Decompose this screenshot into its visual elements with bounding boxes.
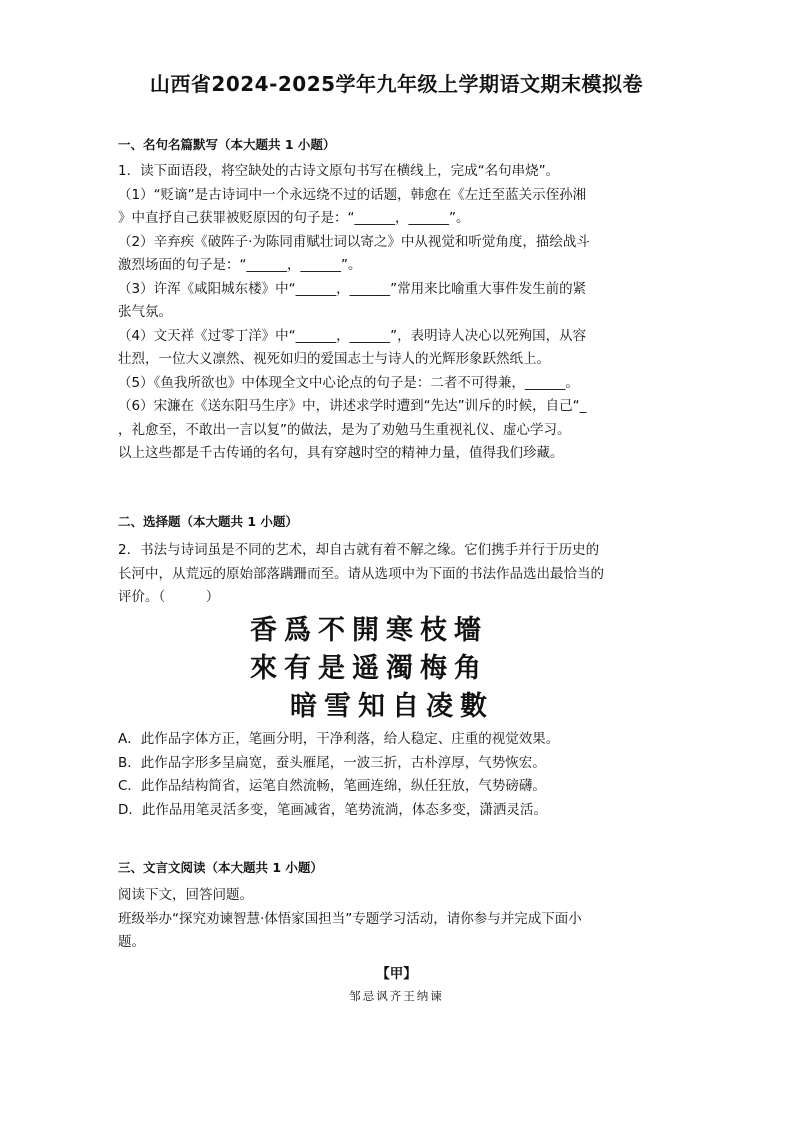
option-b: B．此作品字形多呈扁宽，蚕头雁尾，一波三折，古朴淳厚，气势恢宏。 bbox=[118, 754, 546, 771]
section2-question bbox=[118, 539, 688, 610]
q3-line2: 班级举办“探究劝谏智慧·体悟家国担当”专题学习活动，请你参与并完成下面小 bbox=[118, 910, 582, 927]
section2-heading: 二、选择题（本大题共 1 小题） bbox=[118, 514, 298, 529]
q1-line9: （5）《鱼我所欲也》中体现全文中心论点的句子是：二者不可得兼，______。 bbox=[118, 374, 579, 391]
q3-line3: 题。 bbox=[118, 934, 145, 950]
q1-line3: （2）辛弃疾《破阵子·为陈同甫赋壮词以寄之》中从视觉和听觉角度，描绘战斗 bbox=[118, 233, 590, 250]
section1-heading: 一、名句名篇默写（本大题共 1 小题） bbox=[118, 137, 336, 152]
calligraphy-row-2: 來有是遥濁梅角 bbox=[250, 653, 488, 684]
q2-line1: 2．书法与诗词虽是不同的艺术，却自古就有着不解之缘。它们携手并行于历史的 bbox=[118, 542, 600, 558]
calligraphy-row-1: 香爲不開寒枝墻 bbox=[250, 615, 488, 646]
q1-line8: 壮烈，一位大义凛然、视死如归的爱国志士与诗人的光辉形象跃然纸上。 bbox=[118, 351, 550, 367]
calligraphy-artwork bbox=[250, 612, 550, 726]
q1-line5: （3）许浑《咸阳城东楼》中“______，______”常用来比喻重大事件发生前的紧 bbox=[118, 280, 587, 297]
q1-line2: 》中直抒自己获罪被贬原因的句子是：“______，______”。 bbox=[118, 210, 470, 226]
q1-line6: 张气氛。 bbox=[118, 304, 172, 320]
q1-line10: （6）宋濂在《送东阳马生序》中，讲述求学时遭到“先达”训斥的时候，自己“_ bbox=[118, 398, 587, 414]
calligraphy-row-3: 暗雪知自凌數 bbox=[290, 691, 494, 722]
section1-body bbox=[118, 160, 688, 466]
passage-label-jia: 【甲】 bbox=[376, 966, 417, 982]
q1-line12: 以上这些都是千古传诵的名句，具有穿越时空的精神力量，值得我们珍藏。 bbox=[118, 445, 564, 461]
q1-line4: 激烈场面的句子是：“______，______”。 bbox=[118, 257, 362, 273]
section2-options bbox=[118, 728, 688, 822]
q3-line1: 阅读下文，回答问题。 bbox=[118, 887, 253, 903]
q1-line1: （1）“贬谪”是古诗词中一个永远绕不过的话题，韩愈在《左迁至蓝关示侄孙湘 bbox=[118, 186, 587, 203]
section3-body bbox=[118, 884, 688, 955]
q2-line3: 评价。（ ） bbox=[118, 589, 220, 605]
q1-line7: （4）文天祥《过零丁洋》中“______，______”，表明诗人决心以死殉国，从容 bbox=[118, 327, 587, 344]
option-c: C．此作品结构简省，运笔自然流畅，笔画连绵，纵任狂放，气势磅礴。 bbox=[118, 778, 546, 794]
passage-subtitle: 邹忌讽齐王纳谏 bbox=[349, 989, 444, 1003]
option-d: D．此作品用笔灵活多变，笔画减省，笔势流淌，体态多变，潇洒灵活。 bbox=[118, 801, 547, 818]
q1-line11: ，礼愈至，不敢出一言以复”的做法，是为了劝勉马生重视礼仪、虚心学习。 bbox=[118, 421, 571, 438]
section3-heading: 三、文言文阅读（本大题共 1 小题） bbox=[118, 860, 323, 875]
q2-line2: 长河中，从荒远的原始部落蹒跚而至。请从选项中为下面的书法作品选出最恰当的 bbox=[118, 565, 604, 582]
option-a: A．此作品字体方正，笔画分明，干净利落，给人稳定、庄重的视觉效果。 bbox=[118, 731, 560, 747]
page-title: 山西省2024-2025学年九年级上学期语文期末模拟卷 bbox=[149, 72, 644, 96]
q1-intro: 1．读下面语段，将空缺处的古诗文原句书写在横线上，完成“名句串烧”。 bbox=[118, 163, 560, 179]
